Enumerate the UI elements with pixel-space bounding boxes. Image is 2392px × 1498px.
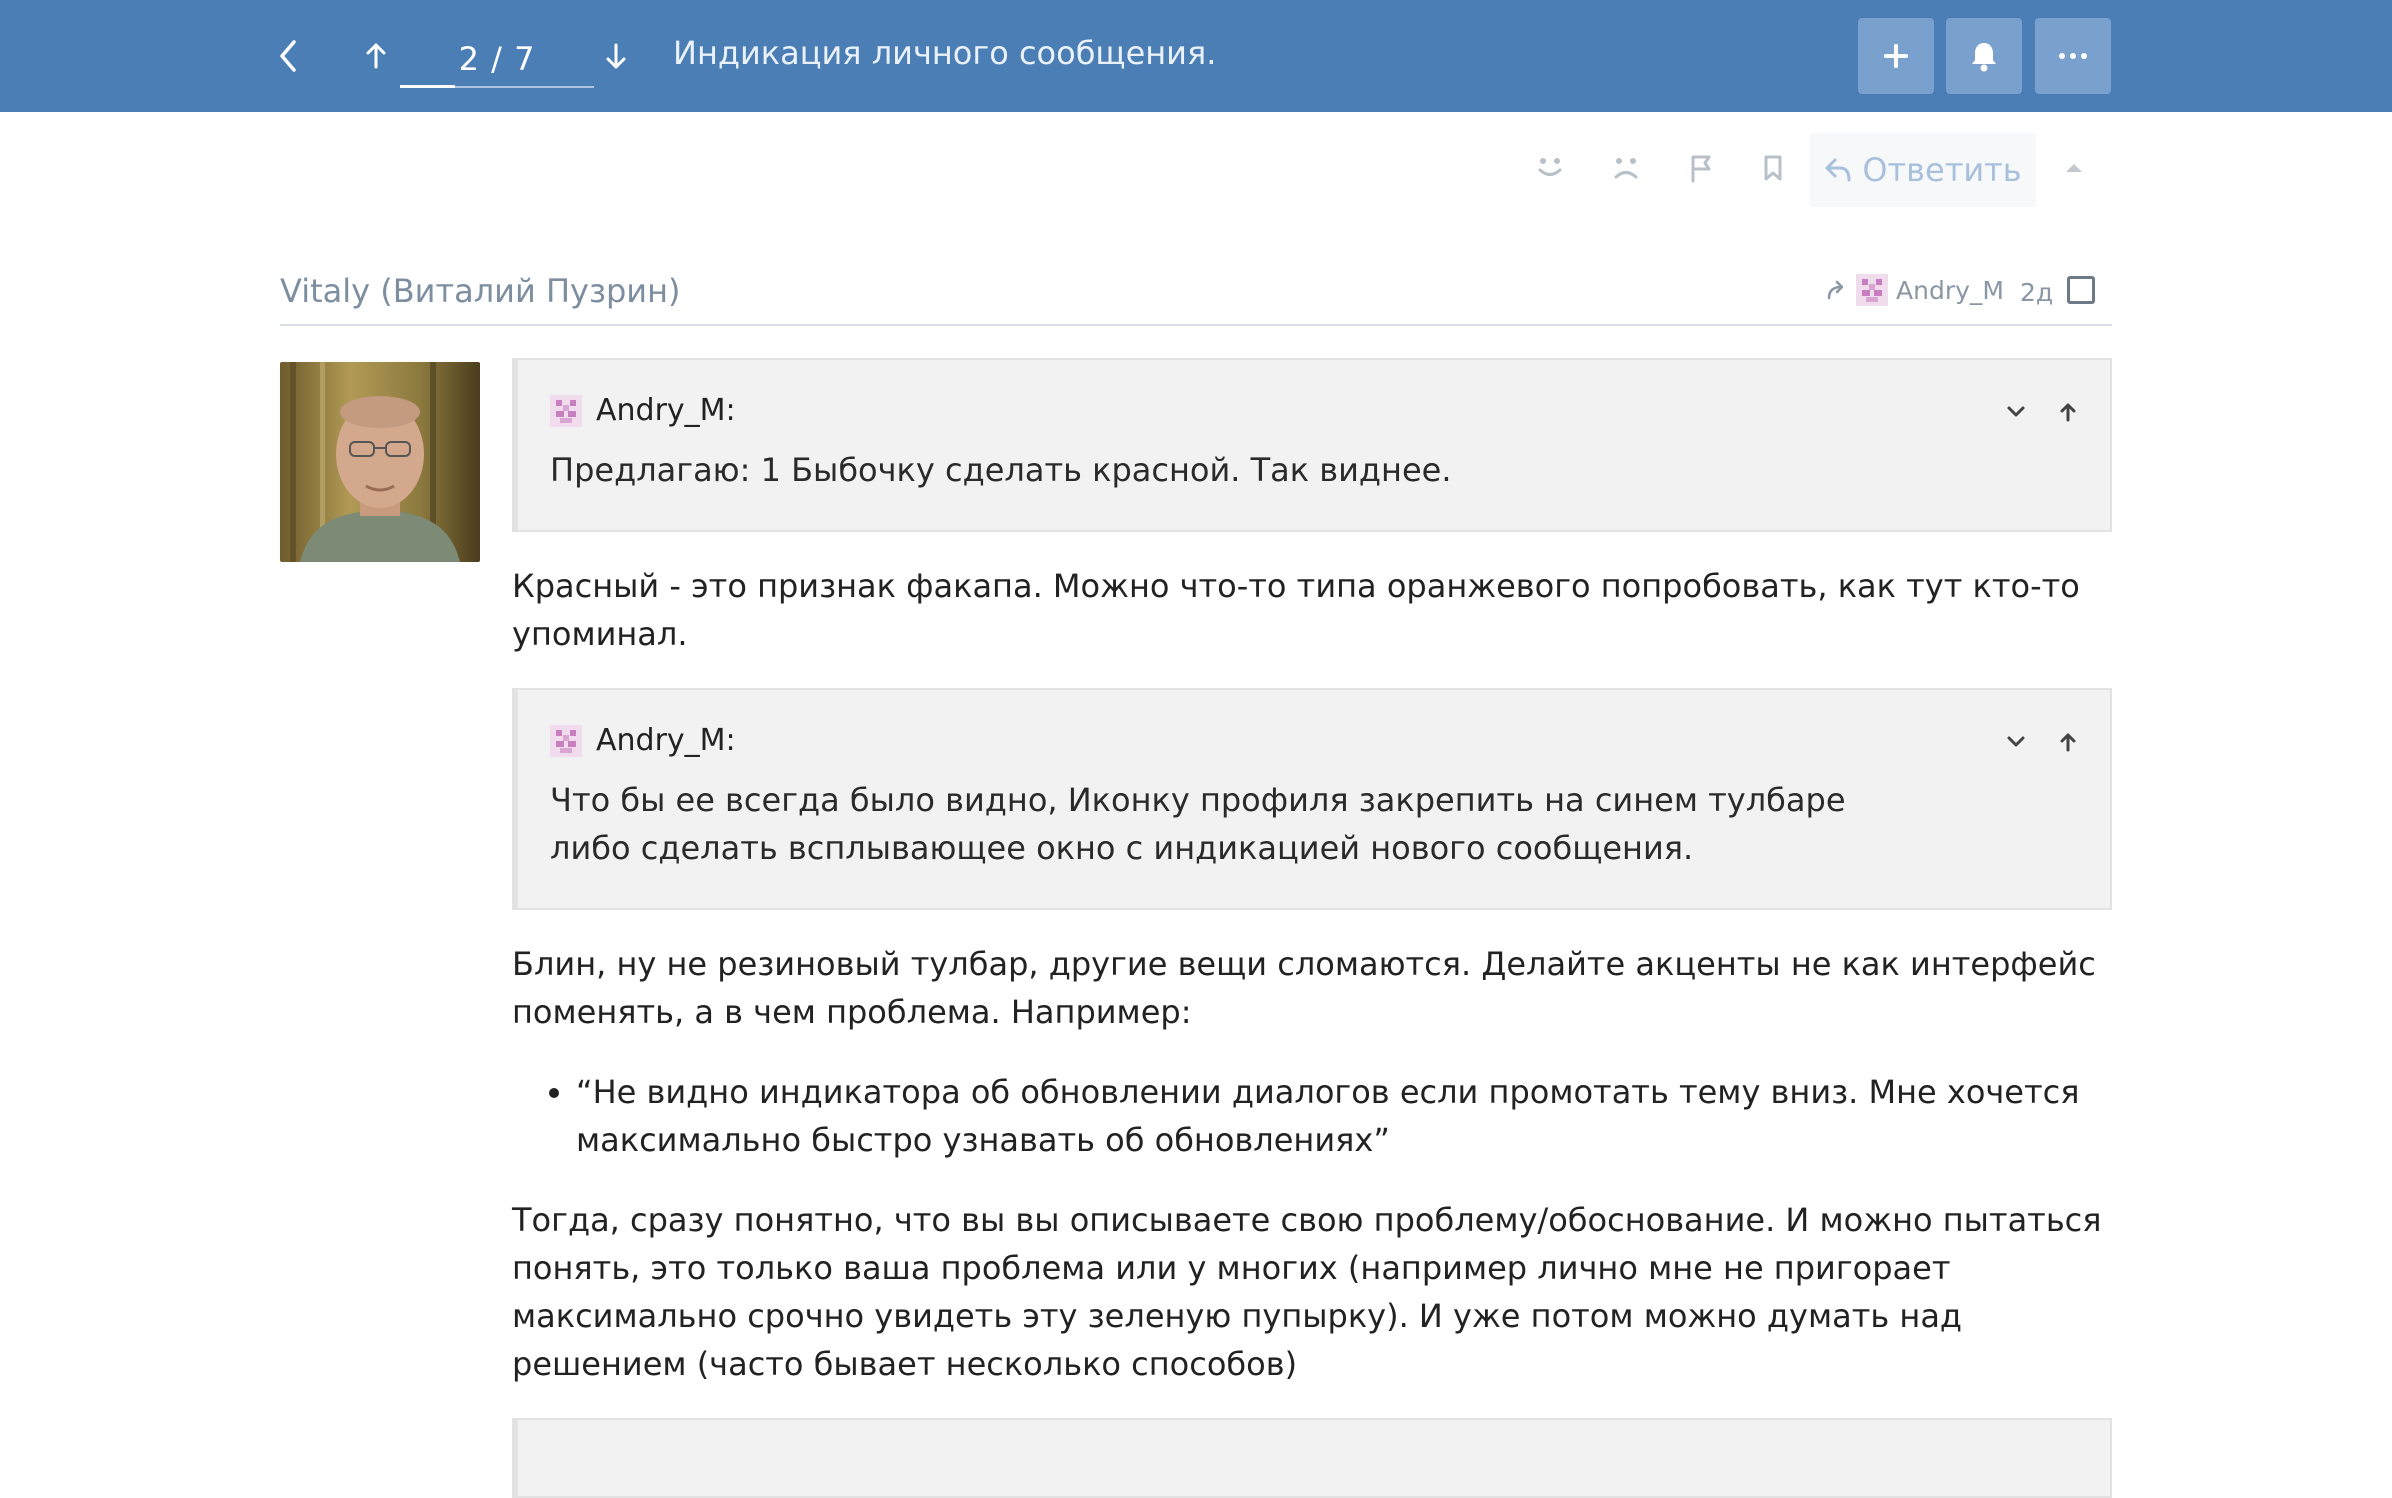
author-name[interactable]: Vitaly (Виталий Пузрин): [280, 272, 681, 310]
reply-to-avatar: [1856, 274, 1888, 306]
quote-block: [512, 358, 2112, 532]
bell-icon: [1969, 40, 1999, 72]
post-paragraph: Тогда, сразу понятно, что вы вы описываете свою проблему/обоснование. И можно пытаться понять, это только ваша проблема или у многих (например лично мне не пригорает максимально срочно увидеть эту зеленую пупырку). И уже потом можно думать над решением (часто бывает несколько способов): [512, 1201, 2102, 1383]
more-options-button[interactable]: [2035, 18, 2111, 94]
reply-to-username: Andry_M: [1896, 275, 2004, 305]
quote-block: [512, 1418, 2112, 1498]
post-header: [280, 264, 2112, 326]
create-topic-button[interactable]: [1858, 18, 1934, 94]
progress-text: 2 / 7: [458, 40, 536, 78]
chevron-down-icon: [2006, 405, 2026, 419]
quote-username: Andry_M:: [596, 723, 736, 758]
quote-title: [550, 720, 2078, 762]
caret-up-icon: [2064, 162, 2084, 174]
like-button[interactable]: [1524, 130, 1576, 206]
back-button[interactable]: [260, 28, 316, 84]
flag-button[interactable]: [1675, 130, 1727, 206]
plus-icon: [1882, 42, 1910, 70]
author-avatar[interactable]: [280, 362, 480, 562]
arrow-up-icon: [364, 41, 388, 71]
expand-quote-button[interactable]: [1998, 724, 2034, 760]
dislike-button[interactable]: [1600, 130, 1652, 206]
bookmark-button[interactable]: [1748, 130, 1798, 206]
chevron-left-icon: [274, 38, 302, 74]
jump-up-button[interactable]: [348, 28, 404, 84]
bullet-list: [512, 1068, 2112, 1164]
frown-icon: [1611, 155, 1641, 181]
topic-title[interactable]: Индикация личного сообщения.: [673, 34, 1217, 72]
jump-down-button[interactable]: [588, 28, 644, 84]
chevron-down-icon: [2006, 735, 2026, 749]
go-to-quoted-post-button[interactable]: [2050, 394, 2086, 430]
post-paragraph: Блин, ну не резиновый тулбар, другие вещи сломаются. Делайте акценты не как интерфейс поменять, а в чем проблема. Например:: [512, 945, 2096, 1031]
ellipsis-icon: [2058, 52, 2088, 60]
reply-icon: [1824, 157, 1852, 183]
arrow-up-icon: [2059, 402, 2077, 422]
quote-user-avatar: [550, 725, 582, 757]
smile-icon: [1535, 155, 1565, 181]
expand-quote-button[interactable]: [1998, 394, 2034, 430]
quote-user-avatar: [550, 395, 582, 427]
reply-button-label: Ответить: [1862, 151, 2022, 189]
reply-to-tab[interactable]: [1826, 274, 2004, 306]
progress-fill: [400, 85, 455, 88]
arrow-up-icon: [2059, 732, 2077, 752]
notifications-button[interactable]: [1946, 18, 2022, 94]
reply-button[interactable]: [1810, 133, 2036, 207]
quote-text: Что бы ее всегда было видно, Иконку профиля закрепить на синем тулбаре либо сделать всплывающее окно с индикацией нового сообщения.: [550, 781, 1846, 867]
quote-text: Предлагаю: 1 Быбочку сделать красной. Так виднее.: [550, 451, 1452, 489]
quote-username: Andry_M:: [596, 393, 736, 428]
post-progress-indicator[interactable]: [400, 30, 594, 88]
arrow-down-icon: [604, 41, 628, 71]
collapse-post-button[interactable]: [2056, 130, 2092, 206]
post-body: [512, 358, 2112, 1498]
author-avatar-image: [280, 362, 480, 562]
post-date[interactable]: 2д: [2020, 278, 2054, 307]
flag-icon: [1689, 153, 1713, 183]
topic-header-bar: [0, 0, 2392, 112]
post-paragraph: Красный - это признак факапа. Можно что-то типа оранжевого попробовать, как тут кто-то упоминал.: [512, 567, 2080, 653]
select-post-checkbox[interactable]: [2067, 276, 2095, 304]
quote-block: [512, 688, 2112, 910]
list-item: • “Не видно индикатора об обновлении диалогов если промотать тему вниз. Мне хочется максимально быстро узнавать об обновлениях”: [576, 1068, 2112, 1164]
quote-title: [550, 390, 2078, 432]
go-to-quoted-post-button[interactable]: [2050, 724, 2086, 760]
share-arrow-icon: [1826, 279, 1848, 301]
bookmark-icon: [1763, 154, 1783, 182]
